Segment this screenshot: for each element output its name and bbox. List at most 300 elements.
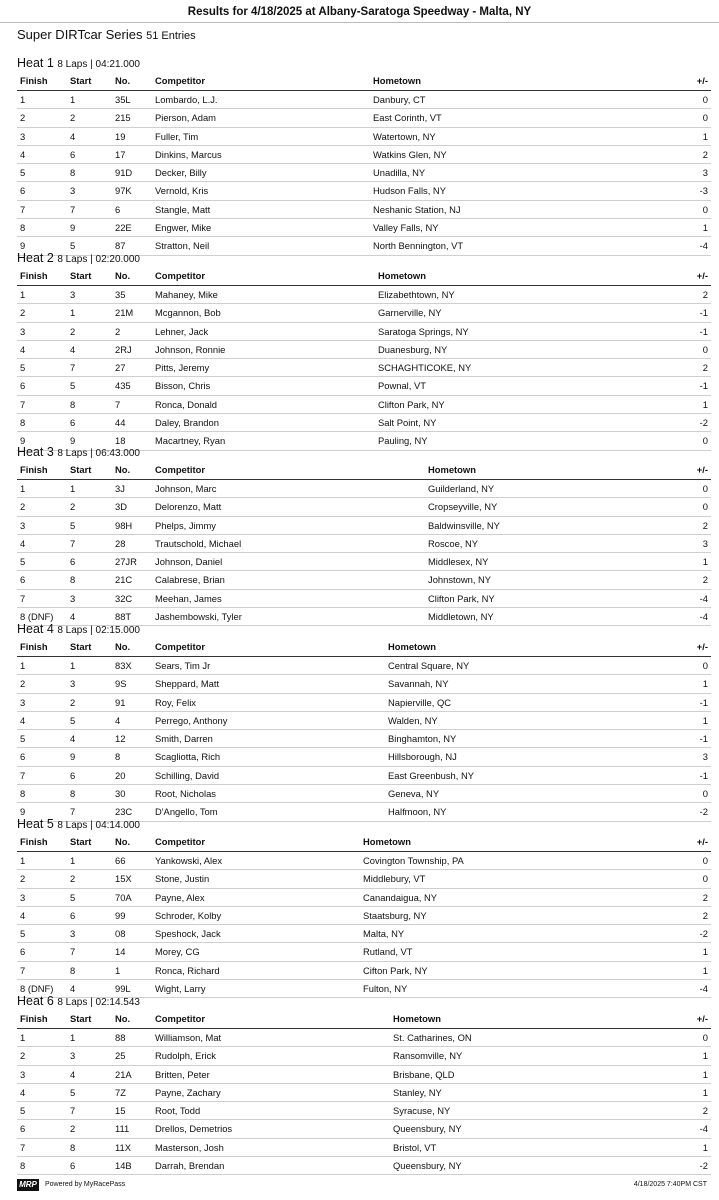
position-change-cell: 3 xyxy=(702,167,708,179)
start-cell: 3 xyxy=(70,289,76,300)
hometown-cell: Savannah, NY xyxy=(388,678,449,690)
column-header-car-number: No. xyxy=(115,1013,131,1024)
car-number-cell: 3J xyxy=(115,483,125,494)
car-number-cell: 27JR xyxy=(115,556,137,568)
results-table xyxy=(17,1010,711,1175)
heat-name: Heat 1 xyxy=(17,56,54,70)
finish-cell: 4 xyxy=(20,1086,26,1098)
table-row xyxy=(17,480,711,498)
competitor-cell: Ronca, Richard xyxy=(155,964,220,976)
hometown-cell: Valley Falls, NY xyxy=(373,222,439,234)
finish-cell: 4 xyxy=(20,537,26,549)
finish-cell: 2 xyxy=(20,307,26,319)
column-header-finish: Finish xyxy=(20,75,48,86)
table-row xyxy=(17,693,711,711)
position-change-cell: 0 xyxy=(702,873,708,885)
hometown-cell: Middlebury, VT xyxy=(363,873,426,885)
position-change-cell: 1 xyxy=(702,398,708,410)
competitor-cell: Lehner, Jack xyxy=(155,325,209,337)
heat-meta: 8 Laps | 04:21.000 xyxy=(57,59,140,70)
competitor-cell: Stangle, Matt xyxy=(155,203,211,215)
competitor-cell: Johnson, Ronnie xyxy=(155,343,226,355)
position-change-cell: 2 xyxy=(702,362,708,374)
start-cell: 2 xyxy=(70,501,76,513)
position-change-cell: 1 xyxy=(702,556,708,568)
column-header-start: Start xyxy=(70,75,92,86)
hometown-cell: Middletown, NY xyxy=(428,611,494,623)
start-cell: 1 xyxy=(70,94,76,105)
series-header xyxy=(17,27,196,42)
table-row xyxy=(17,304,711,322)
position-change-cell: -1 xyxy=(699,380,708,392)
car-number-cell: 15 xyxy=(115,1105,126,1117)
finish-cell: 5 xyxy=(20,167,26,179)
start-cell: 8 xyxy=(70,574,76,586)
table-header-row xyxy=(17,833,711,852)
table-row xyxy=(17,870,711,888)
start-cell: 2 xyxy=(70,696,76,708)
column-header-hometown: Hometown xyxy=(378,270,426,281)
position-change-cell: 1 xyxy=(702,130,708,142)
car-number-cell: 215 xyxy=(115,112,131,124)
start-cell: 3 xyxy=(70,592,76,604)
start-cell: 2 xyxy=(70,873,76,885)
car-number-cell: 17 xyxy=(115,148,126,160)
competitor-cell: Pierson, Adam xyxy=(155,112,216,124)
start-cell: 1 xyxy=(70,307,76,319)
competitor-cell: Daley, Brandon xyxy=(155,417,219,429)
finish-cell: 1 xyxy=(20,94,26,105)
hometown-cell: Covington Township, PA xyxy=(363,855,464,866)
finish-cell: 3 xyxy=(20,1068,26,1080)
heat-name: Heat 6 xyxy=(17,994,54,1008)
table-row xyxy=(17,322,711,340)
finish-cell: 7 xyxy=(20,592,26,604)
competitor-cell: Delorenzo, Matt xyxy=(155,501,222,513)
start-cell: 8 xyxy=(70,1141,76,1153)
hometown-cell: Danbury, CT xyxy=(373,94,426,105)
start-cell: 6 xyxy=(70,556,76,568)
position-change-cell: 1 xyxy=(702,714,708,726)
position-change-cell: 2 xyxy=(702,148,708,160)
competitor-cell: Rudolph, Erick xyxy=(155,1050,216,1062)
car-number-cell: 88T xyxy=(115,611,132,623)
hometown-cell: Neshanic Station, NJ xyxy=(373,203,461,215)
position-change-cell: -4 xyxy=(699,983,708,995)
start-cell: 4 xyxy=(70,983,76,995)
start-cell: 2 xyxy=(70,325,76,337)
table-row xyxy=(17,91,711,109)
start-cell: 8 xyxy=(70,398,76,410)
column-header-position-change: +/- xyxy=(696,270,708,281)
heat-name: Heat 5 xyxy=(17,817,54,831)
car-number-cell: 35 xyxy=(115,289,126,300)
table-row xyxy=(17,711,711,729)
position-change-cell: 2 xyxy=(702,891,708,903)
start-cell: 5 xyxy=(70,240,76,252)
position-change-cell: 0 xyxy=(702,343,708,355)
finish-cell: 2 xyxy=(20,678,26,690)
car-number-cell: 66 xyxy=(115,855,126,866)
table-row xyxy=(17,888,711,906)
finish-cell: 6 xyxy=(20,185,26,197)
finish-cell: 8 xyxy=(20,788,26,800)
finish-cell: 1 xyxy=(20,289,26,300)
table-row xyxy=(17,1029,711,1047)
hometown-cell: Elizabethtown, NY xyxy=(378,289,455,300)
heat-meta: 8 Laps | 02:20.000 xyxy=(57,254,140,265)
hometown-cell: Malta, NY xyxy=(363,928,405,940)
table-row xyxy=(17,109,711,127)
start-cell: 5 xyxy=(70,714,76,726)
column-header-car-number: No. xyxy=(115,836,131,847)
car-number-cell: 91D xyxy=(115,167,133,179)
finish-cell: 6 xyxy=(20,751,26,763)
column-header-car-number: No. xyxy=(115,641,131,652)
heat-title xyxy=(17,620,711,638)
competitor-cell: Bisson, Chris xyxy=(155,380,211,392)
column-header-hometown: Hometown xyxy=(373,75,421,86)
column-header-start: Start xyxy=(70,1013,92,1024)
start-cell: 7 xyxy=(70,1105,76,1117)
finish-cell: 9 xyxy=(20,240,26,252)
competitor-cell: Britten, Peter xyxy=(155,1068,210,1080)
column-header-hometown: Hometown xyxy=(363,836,411,847)
finish-cell: 7 xyxy=(20,769,26,781)
car-number-cell: 435 xyxy=(115,380,131,392)
hometown-cell: Cropseyville, NY xyxy=(428,501,498,513)
start-cell: 7 xyxy=(70,203,76,215)
car-number-cell: 70A xyxy=(115,891,132,903)
finish-cell: 3 xyxy=(20,891,26,903)
position-change-cell: -1 xyxy=(699,733,708,745)
car-number-cell: 2 xyxy=(115,325,121,337)
heat-meta: 8 Laps | 02:15.000 xyxy=(57,625,140,636)
car-number-cell: 14B xyxy=(115,1160,132,1172)
position-change-cell: 1 xyxy=(702,678,708,690)
finish-cell: 2 xyxy=(20,873,26,885)
hometown-cell: Salt Point, NY xyxy=(378,417,437,429)
hometown-cell: Johnstown, NY xyxy=(428,574,492,586)
table-row xyxy=(17,340,711,358)
heat-title xyxy=(17,443,711,461)
position-change-cell: 2 xyxy=(702,1105,708,1117)
position-change-cell: 2 xyxy=(702,909,708,921)
table-row xyxy=(17,182,711,200)
car-number-cell: 3D xyxy=(115,501,127,513)
hometown-cell: Staatsburg, NY xyxy=(363,909,427,921)
car-number-cell: 21M xyxy=(115,307,134,319)
hometown-cell: Roscoe, NY xyxy=(428,537,479,549)
position-change-cell: 0 xyxy=(702,203,708,215)
finish-cell: 8 xyxy=(20,222,26,234)
hometown-cell: St. Catharines, ON xyxy=(393,1032,472,1043)
finish-cell: 6 xyxy=(20,380,26,392)
finish-cell: 3 xyxy=(20,696,26,708)
heat-title xyxy=(17,54,711,72)
finish-cell: 4 xyxy=(20,148,26,160)
competitor-cell: Sheppard, Matt xyxy=(155,678,220,690)
heat-section xyxy=(17,249,711,451)
finish-cell: 2 xyxy=(20,501,26,513)
table-row xyxy=(17,657,711,675)
table-row xyxy=(17,589,711,607)
column-header-hometown: Hometown xyxy=(393,1013,441,1024)
car-number-cell: 88 xyxy=(115,1032,126,1043)
start-cell: 5 xyxy=(70,891,76,903)
table-row xyxy=(17,943,711,961)
hometown-cell: Hudson Falls, NY xyxy=(373,185,446,197)
finish-cell: 5 xyxy=(20,556,26,568)
column-header-finish: Finish xyxy=(20,270,48,281)
hometown-cell: Bristol, VT xyxy=(393,1141,437,1153)
table-row xyxy=(17,906,711,924)
table-header-row xyxy=(17,267,711,286)
competitor-cell: Schroder, Kolby xyxy=(155,909,222,921)
competitor-cell: D'Angello, Tom xyxy=(155,806,218,818)
start-cell: 8 xyxy=(70,788,76,800)
table-header-row xyxy=(17,72,711,91)
car-number-cell: 20 xyxy=(115,769,126,781)
competitor-cell: Wight, Larry xyxy=(155,983,206,995)
table-row xyxy=(17,571,711,589)
table-row xyxy=(17,925,711,943)
start-cell: 4 xyxy=(70,733,76,745)
start-cell: 1 xyxy=(70,660,76,671)
hometown-cell: Napierville, QC xyxy=(388,696,452,708)
car-number-cell: 99 xyxy=(115,909,126,921)
table-row xyxy=(17,1083,711,1101)
finish-cell: 8 xyxy=(20,1160,26,1172)
heat-meta: 8 Laps | 02:14.543 xyxy=(57,997,140,1008)
finish-cell: 8 (DNF) xyxy=(20,983,54,995)
start-cell: 9 xyxy=(70,222,76,234)
competitor-cell: Darrah, Brendan xyxy=(155,1160,225,1172)
timestamp: 4/18/2025 7:40PM CST xyxy=(633,1181,707,1188)
position-change-cell: 1 xyxy=(702,1068,708,1080)
competitor-cell: Smith, Darren xyxy=(155,733,213,745)
table-row xyxy=(17,1065,711,1083)
finish-cell: 5 xyxy=(20,733,26,745)
column-header-car-number: No. xyxy=(115,75,131,86)
column-header-car-number: No. xyxy=(115,464,131,475)
competitor-cell: Root, Nicholas xyxy=(155,788,216,800)
column-header-competitor: Competitor xyxy=(155,464,205,475)
position-change-cell: 1 xyxy=(702,1086,708,1098)
column-header-start: Start xyxy=(70,836,92,847)
position-change-cell: -2 xyxy=(699,928,708,940)
car-number-cell: 32C xyxy=(115,592,133,604)
table-row xyxy=(17,675,711,693)
table-row xyxy=(17,219,711,237)
start-cell: 7 xyxy=(70,362,76,374)
position-change-cell: -4 xyxy=(699,240,708,252)
table-row xyxy=(17,1102,711,1120)
table-row xyxy=(17,1120,711,1138)
car-number-cell: 27 xyxy=(115,362,126,374)
hometown-cell: Geneva, NY xyxy=(388,788,440,800)
finish-cell: 3 xyxy=(20,519,26,531)
car-number-cell: 15X xyxy=(115,873,132,885)
table-row xyxy=(17,1047,711,1065)
hometown-cell: Cifton Park, NY xyxy=(363,964,428,976)
start-cell: 3 xyxy=(70,1050,76,1062)
entries-count: 51 Entries xyxy=(146,30,196,42)
footer xyxy=(17,1178,711,1194)
heat-section xyxy=(17,620,711,822)
car-number-cell: 83X xyxy=(115,660,132,671)
hometown-cell: Watertown, NY xyxy=(373,130,436,142)
car-number-cell: 6 xyxy=(115,203,121,215)
start-cell: 8 xyxy=(70,167,76,179)
finish-cell: 1 xyxy=(20,1032,26,1043)
myracepass-logo: MRP xyxy=(17,1179,39,1191)
heat-title xyxy=(17,992,711,1010)
start-cell: 4 xyxy=(70,611,76,623)
position-change-cell: 2 xyxy=(702,574,708,586)
column-header-hometown: Hometown xyxy=(388,641,436,652)
heat-title xyxy=(17,815,711,833)
finish-cell: 6 xyxy=(20,1123,26,1135)
competitor-cell: Payne, Alex xyxy=(155,891,205,903)
competitor-cell: Stratton, Neil xyxy=(155,240,210,252)
finish-cell: 1 xyxy=(20,483,26,494)
finish-cell: 6 xyxy=(20,574,26,586)
hometown-cell: Pauling, NY xyxy=(378,435,428,447)
start-cell: 1 xyxy=(70,1032,76,1043)
position-change-cell: -2 xyxy=(699,806,708,818)
results-table xyxy=(17,267,711,451)
hometown-cell: Fulton, NY xyxy=(363,983,408,995)
car-number-cell: 22E xyxy=(115,222,132,234)
hometown-cell: Walden, NY xyxy=(388,714,438,726)
hometown-cell: Unadilla, NY xyxy=(373,167,426,179)
heat-meta: 8 Laps | 06:43.000 xyxy=(57,448,140,459)
start-cell: 3 xyxy=(70,928,76,940)
table-header-row xyxy=(17,638,711,657)
column-header-start: Start xyxy=(70,641,92,652)
competitor-cell: Mcgannon, Bob xyxy=(155,307,221,319)
finish-cell: 5 xyxy=(20,928,26,940)
position-change-cell: -1 xyxy=(699,769,708,781)
heat-title xyxy=(17,249,711,267)
position-change-cell: 0 xyxy=(702,855,708,866)
column-header-finish: Finish xyxy=(20,836,48,847)
hometown-cell: SCHAGHTICOKE, NY xyxy=(378,362,472,374)
position-change-cell: 3 xyxy=(702,537,708,549)
heat-meta: 8 Laps | 04:14.000 xyxy=(57,820,140,831)
car-number-cell: 97K xyxy=(115,185,132,197)
start-cell: 3 xyxy=(70,678,76,690)
table-row xyxy=(17,730,711,748)
position-change-cell: -4 xyxy=(699,1123,708,1135)
table-row xyxy=(17,748,711,766)
car-number-cell: 99L xyxy=(115,983,131,995)
car-number-cell: 2RJ xyxy=(115,343,132,355)
table-row xyxy=(17,534,711,552)
position-change-cell: -4 xyxy=(699,592,708,604)
car-number-cell: 23C xyxy=(115,806,133,818)
start-cell: 5 xyxy=(70,1086,76,1098)
heat-section xyxy=(17,992,711,1175)
competitor-cell: Stone, Justin xyxy=(155,873,210,885)
car-number-cell: 4 xyxy=(115,714,121,726)
heat-section xyxy=(17,443,711,626)
start-cell: 3 xyxy=(70,185,76,197)
car-number-cell: 12 xyxy=(115,733,126,745)
finish-cell: 2 xyxy=(20,112,26,124)
finish-cell: 8 xyxy=(20,417,26,429)
results-table xyxy=(17,72,711,256)
finish-cell: 1 xyxy=(20,660,26,671)
start-cell: 7 xyxy=(70,946,76,958)
competitor-cell: Payne, Zachary xyxy=(155,1086,221,1098)
car-number-cell: 11X xyxy=(115,1141,131,1153)
column-header-start: Start xyxy=(70,270,92,281)
position-change-cell: 1 xyxy=(702,222,708,234)
heat-section xyxy=(17,815,711,998)
car-number-cell: 14 xyxy=(115,946,126,958)
hometown-cell: Watkins Glen, NY xyxy=(373,148,447,160)
finish-cell: 4 xyxy=(20,714,26,726)
column-header-car-number: No. xyxy=(115,270,131,281)
column-header-competitor: Competitor xyxy=(155,641,205,652)
hometown-cell: Hillsborough, NJ xyxy=(388,751,457,763)
position-change-cell: -2 xyxy=(699,1160,708,1172)
finish-cell: 8 (DNF) xyxy=(20,611,54,623)
hometown-cell: Pownal, VT xyxy=(378,380,426,392)
position-change-cell: 0 xyxy=(702,1032,708,1043)
car-number-cell: 111 xyxy=(115,1123,130,1135)
position-change-cell: 0 xyxy=(702,112,708,124)
table-row xyxy=(17,766,711,784)
car-number-cell: 91 xyxy=(115,696,126,708)
position-change-cell: 1 xyxy=(702,1141,708,1153)
car-number-cell: 87 xyxy=(115,240,126,252)
competitor-cell: Speshock, Jack xyxy=(155,928,221,940)
hometown-cell: Halfmoon, NY xyxy=(388,806,447,818)
position-change-cell: 1 xyxy=(702,946,708,958)
car-number-cell: 44 xyxy=(115,417,126,429)
heat-section xyxy=(17,54,711,256)
car-number-cell: 21A xyxy=(115,1068,132,1080)
finish-cell: 3 xyxy=(20,130,26,142)
position-change-cell: 0 xyxy=(702,483,708,494)
start-cell: 9 xyxy=(70,435,76,447)
position-change-cell: 0 xyxy=(702,660,708,671)
table-row xyxy=(17,377,711,395)
table-row xyxy=(17,200,711,218)
column-header-finish: Finish xyxy=(20,464,48,475)
car-number-cell: 98H xyxy=(115,519,133,531)
start-cell: 6 xyxy=(70,769,76,781)
competitor-cell: Fuller, Tim xyxy=(155,130,199,142)
start-cell: 6 xyxy=(70,148,76,160)
finish-cell: 7 xyxy=(20,203,26,215)
competitor-cell: Meehan, James xyxy=(155,592,222,604)
hometown-cell: Ransomville, NY xyxy=(393,1050,463,1062)
finish-cell: 9 xyxy=(20,806,26,818)
competitor-cell: Johnson, Daniel xyxy=(155,556,223,568)
competitor-cell: Macartney, Ryan xyxy=(155,435,226,447)
hometown-cell: Brisbane, QLD xyxy=(393,1068,455,1080)
results-table xyxy=(17,638,711,822)
column-header-finish: Finish xyxy=(20,641,48,652)
position-change-cell: 0 xyxy=(702,94,708,105)
column-header-hometown: Hometown xyxy=(428,464,476,475)
car-number-cell: 30 xyxy=(115,788,126,800)
table-row xyxy=(17,359,711,377)
